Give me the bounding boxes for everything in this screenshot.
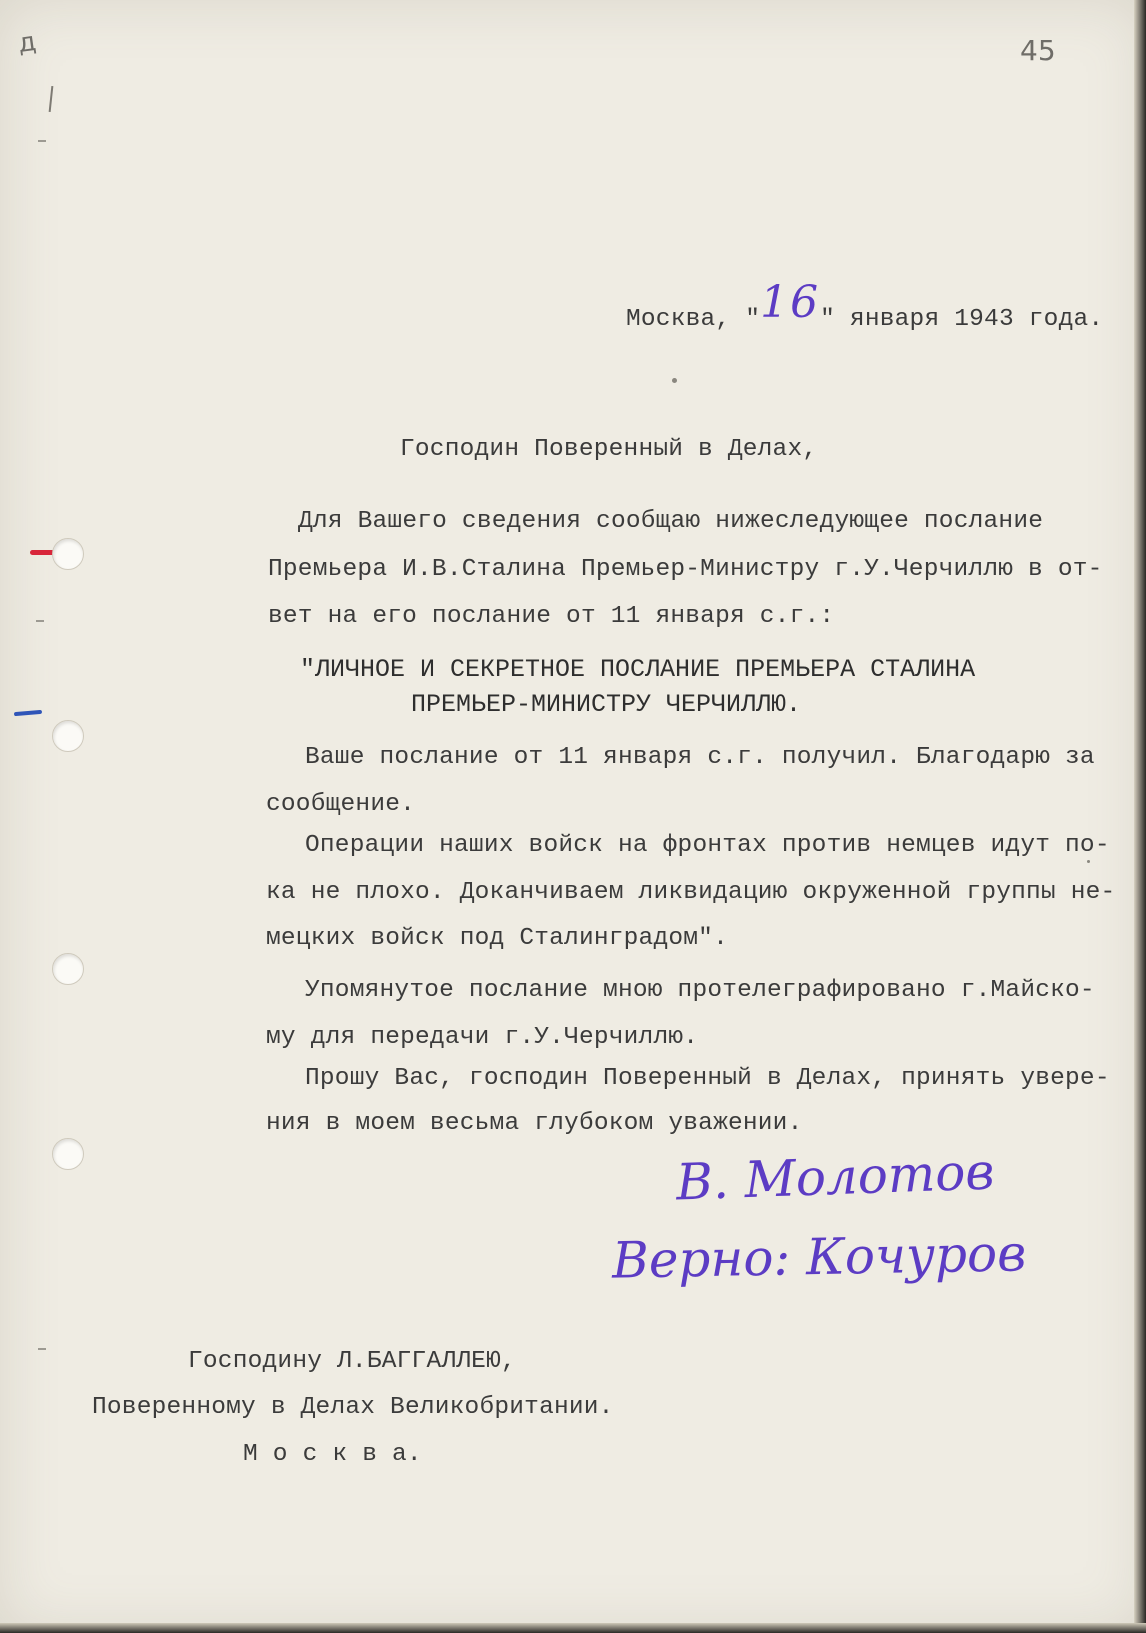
closing-line-2: ния в моем весьма глубоком уважении. (266, 1110, 803, 1137)
dateline-day-handwritten: 16 (760, 277, 821, 328)
blue-margin-mark (14, 710, 42, 716)
message-p1-line-1: Ваше послание от 11 января с.г. получил. Благодарю за (305, 744, 1095, 771)
message-p2-line-1: Операции наших войск на фронтах против немцев идут по- (305, 832, 1110, 859)
page-edge-right (1134, 0, 1146, 1633)
punch-hole (52, 720, 84, 752)
pencil-corner-note: д (15, 26, 38, 60)
dateline-suffix: " января 1943 года. (820, 306, 1104, 333)
pencil-stroke (49, 86, 54, 112)
dateline-prefix: Москва, " (626, 306, 761, 333)
addressee-line-1: Господину Л.БАГГАЛЛЕЮ, (188, 1348, 516, 1375)
dateline (626, 277, 1104, 336)
punch-hole (52, 538, 84, 570)
addressee-line-3: М о с к в а. (243, 1441, 422, 1468)
forwarded-line-1: Упомянутое послание мною протелеграфировано г.Майско- (305, 977, 1095, 1004)
message-p1-line-2: сообщение. (266, 791, 416, 818)
forwarded-line-2: му для передачи г.У.Черчиллю. (266, 1024, 699, 1051)
closing-line-1: Прошу Вас, господин Поверенный в Делах, принять увере- (305, 1065, 1110, 1092)
message-p2-line-3: мецких войск под Сталинградом". (266, 925, 728, 952)
salutation: Господин Поверенный в Делах, (400, 436, 818, 463)
intro-line-3: вет на его послание от 11 января с.г.: (268, 603, 835, 630)
message-p2-line-2: ка не плохо. Доканчиваем ликвидацию окруженной группы не- (266, 879, 1116, 906)
signature-verification: Верно: Кочуров (611, 1224, 1027, 1290)
margin-tick (38, 1348, 46, 1350)
paper-speck (672, 378, 677, 383)
margin-tick (36, 620, 44, 622)
margin-tick (38, 140, 46, 142)
paper-speck (1087, 860, 1090, 863)
message-heading-line-2: ПРЕМЬЕР-МИНИСТРУ ЧЕРЧИЛЛЮ. (411, 690, 802, 719)
punch-hole (52, 953, 84, 985)
page-number: 45 (1020, 34, 1056, 67)
intro-line-1: Для Вашего сведения сообщаю нижеследующее послание (298, 508, 1044, 535)
page-edge-bottom (0, 1623, 1146, 1633)
message-heading-line-1: "ЛИЧНОЕ И СЕКРЕТНОЕ ПОСЛАНИЕ ПРЕМЬЕРА СТАЛИНА (300, 655, 976, 684)
punch-hole (52, 1138, 84, 1170)
addressee-line-2: Поверенному в Делах Великобритании. (92, 1394, 614, 1421)
signature-molotov: В. Молотов (675, 1142, 996, 1212)
intro-line-2: Премьера И.В.Сталина Премьер-Министру г.У.Черчиллю в от- (268, 556, 1103, 583)
